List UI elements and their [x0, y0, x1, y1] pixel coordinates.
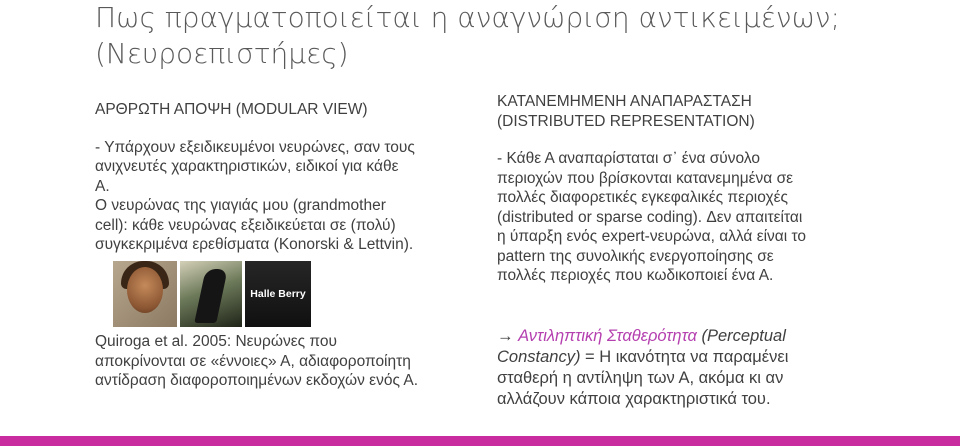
- distributed-line: η ύπαρξη ενός expert-νευρώνα, αλλά είναι το: [497, 228, 807, 245]
- distributed-text: [497, 149, 881, 286]
- modular-view-heading: [95, 100, 467, 120]
- quiroga-caption: [95, 332, 467, 391]
- costume-photo: [180, 261, 242, 327]
- distributed-line: περιοχών που βρίσκονται κατανεμημένα σε: [497, 169, 794, 187]
- distributed-line: - Κάθε Α αναπαρίσταται σ᾿ ένα σύνολο: [497, 150, 760, 167]
- constancy-term-en-2: Constancy): [497, 348, 581, 366]
- modular-line: cell): κάθε νευρώνας εξειδικεύεται σε (πολύ): [95, 216, 396, 234]
- modular-view-heading-text: ΑΡΘΡΩΤΗ ΑΠΟΨΗ (MODULAR VIEW): [95, 101, 368, 118]
- portrait-photo: [113, 261, 177, 327]
- constancy-line: αλλάζουν κάποια χαρακτηριστικά του.: [497, 390, 771, 408]
- slide-title-line-1: Πως πραγματοποιείται η αναγνώριση αντικειμένων;: [95, 1, 840, 34]
- caption-line: αντίδραση διαφοροποιημένων εκδοχών ενός Α.: [95, 372, 419, 389]
- distributed-line: πολλές διαφορετικές εγκεφαλικές περιοχές: [497, 189, 788, 206]
- distributed-heading-line: ΚΑΤΑΝΕΜΗΜΕΝΗ ΑΝΑΠΑΡΑΣΤΑΣΗ: [497, 93, 752, 110]
- modular-view-text: [95, 138, 467, 255]
- constancy-line-2: [497, 347, 837, 368]
- slide-title-line-2: (Νευροεπιστήμες): [95, 37, 349, 70]
- slide-title: [95, 0, 945, 72]
- caption-line: Quiroga et al. 2005: Νευρώνες που: [95, 333, 337, 350]
- constancy-line-1: [497, 326, 837, 347]
- modular-line: - Υπάρχουν εξειδικευμένοι νευρώνες, σαν τους: [95, 138, 415, 156]
- distributed-line: πολλές περιοχές που κωδικοποιεί ένα Α.: [497, 267, 774, 284]
- caption-line: αποκρίνονται σε «έννοιες» Α, αδιαφοροποίητη: [95, 352, 411, 370]
- modular-line: Ο νευρώνας της γιαγιάς μου (grandmother: [95, 197, 386, 214]
- distributed-line: pattern της συνολικής ενεργοποίησης σε: [497, 247, 774, 265]
- modular-line: συγκεκριμένα ερεθίσματα (Konorski & Lettvin).: [95, 236, 414, 253]
- name-text-stimulus: Halle Berry: [245, 261, 311, 327]
- constancy-line: σταθερή η αντίληψη των Α, ακόμα κι αν: [497, 369, 784, 387]
- constancy-term: Αντιληπτική Σταθερότητα: [518, 327, 697, 345]
- distributed-heading-line: (DISTRIBUTED REPRESENTATION): [497, 112, 755, 130]
- constancy-def: = Η ικανότητα να παραμένει: [580, 348, 789, 366]
- modular-line: ανιχνευτές χαρακτηριστικών, ειδικοί για κάθε: [95, 158, 399, 175]
- accent-bar: [0, 436, 960, 446]
- distributed-heading: [497, 92, 881, 131]
- constancy-term-en: (Perceptual: [696, 327, 786, 345]
- perceptual-constancy-note: [497, 326, 837, 410]
- arrow-icon: →: [497, 327, 519, 345]
- modular-view-column: [95, 100, 467, 255]
- distributed-line: (distributed or sparse coding). Δεν απαιτείται: [497, 208, 803, 226]
- distributed-column: [497, 92, 881, 286]
- modular-line: Α.: [95, 177, 110, 195]
